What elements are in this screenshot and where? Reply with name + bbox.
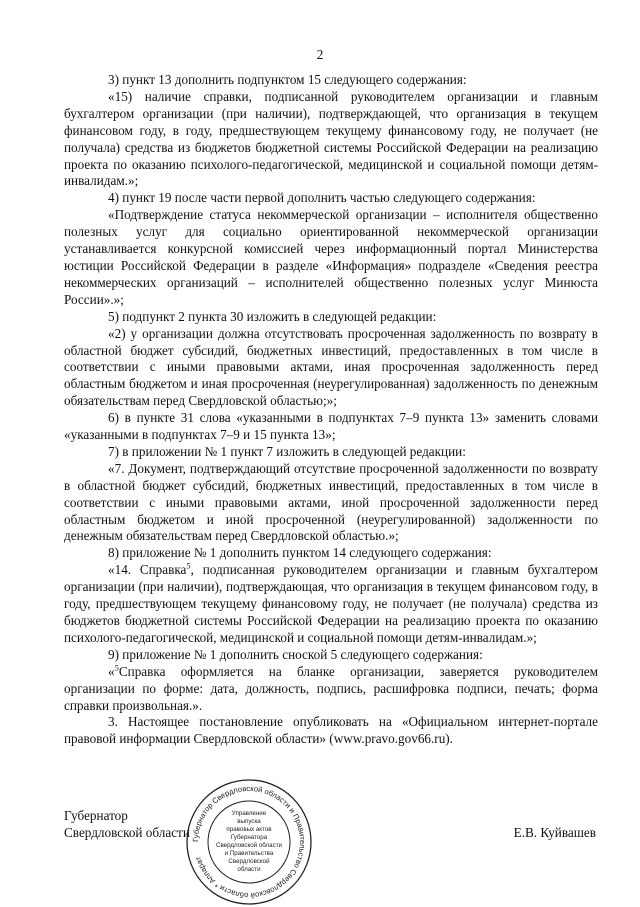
signatory-title-line2: Свердловской области — [64, 824, 190, 840]
item-6: 6) в пункте 31 слова «указанными в подпунктах 7–9 пункта 13» заменить словами «указанными в подпунктах 7–9 и 15 пункта 13»; — [64, 410, 598, 443]
item-5: 5) подпункт 2 пункта 30 изложить в следующей редакции: — [108, 308, 437, 324]
document-body — [64, 72, 598, 748]
item-9-quote-start: « — [108, 663, 115, 679]
item-9: 9) приложение № 1 дополнить сноской 5 следующего содержания: — [108, 646, 483, 662]
item-3-quote: «15) наличие справки, подписанной руководителем организации и главным бухгалтером организации (при наличии), подтверждающей, что организация в текущем финансовом году, в году, предшествующем текущему финансовому году, не получает (не получала) средства из бюджетов бюджетной системы Российской Федерации на реализацию проекта по оказанию психолого-педагогической, медицинской и социальной помощи детям-инвалидам.»; — [64, 88, 598, 189]
stamp-center-line: области — [237, 866, 261, 873]
item-7: 7) в приложении № 1 пункт 7 изложить в следующей редакции: — [108, 443, 466, 459]
item-5-quote: «2) у организации должна отсутствовать просроченная задолженность по возврату в областной бюджет субсидий, бюджетных инвестиций, предоставленных в том числе в соответствии с иными правовыми актами, иная просроченная задолженность перед областным бюджетом и иная просроченная (неурегулированная) задолженность по денежным обязательствам перед Свердловской областью;»; — [64, 325, 598, 409]
item-8-quote-start: «14. Справка — [108, 562, 187, 578]
stamp-center-line: Свердловской — [228, 858, 270, 865]
item-7-quote: «7. Документ, подтверждающий отсутствие просроченной задолженности по возврату в областной бюджет субсидий, бюджетных инвестиций, предоставленных в том числе в соответствии с иными правовыми актами, иной просроченной задолженности перед областным бюджетом и иной просроченной (неурегулированной) задолженности по денежным обязательствам перед Свердловской областью.»; — [64, 460, 598, 544]
stamp-center-line: Губернатора — [230, 834, 268, 841]
item-4-quote: «Подтверждение статуса некоммерческой организации – исполнителя общественно полезных услуг для социально ориентированной некоммерческой организации устанавливается конкурсной комиссией через информационный портал Министерства юстиции Российской Федерации в разделе «Информация» подразделе «Сведения реестра некоммерческих организаций – исполнителей общественно полезных услуг Минюста России».»; — [64, 207, 598, 307]
stamp-center — [216, 810, 283, 873]
page-number: 2 — [316, 47, 324, 62]
footnote-mark: 5 — [114, 662, 119, 673]
item-8-quote-rest: , подписанная руководителем организации и главным бухгалтером организации (при наличии), подтверждающая, что организация в текущем финансовом году, в году, предшествующем текущему финансовому году, не получает (не получала) средства из бюджетов бюджетной системы Российской Федерации на реализацию проекта по оказанию психолого-педагогической, медицинской и социальной помощи детям-инвалидам.»; — [64, 562, 598, 645]
publication-clause: 3. Настоящее постановление опубликовать на «Официальном интернет-портале правовой информации Свердловской области» (www.pravo.gov66.ru). — [64, 714, 598, 747]
stamp-center-line: Свердловской области — [215, 842, 283, 849]
item-4: 4) пункт 19 после части первой дополнить частью следующего содержания: — [108, 190, 536, 206]
stamp-center-line: Управление — [231, 810, 267, 817]
item-8: 8) приложение № 1 дополнить пунктом 14 следующего содержания: — [108, 545, 492, 561]
stamp-center-line: выпуска — [237, 818, 261, 825]
signatory-title — [64, 808, 190, 842]
item-9-quote-rest: Справка оформляется на бланке организации, заверяется руководителем организации по форме: дата, должность, подпись, расшифровка подписи, печать; форма справки произвольная.». — [64, 663, 598, 713]
item-3: 3) пункт 13 дополнить подпунктом 15 следующего содержания: — [108, 72, 467, 87]
stamp-ring-textpath: Губернатор Свердловской области и Правительство Свердловской области * Аппарат — [190, 783, 308, 901]
item-8-quote — [64, 562, 598, 647]
signatory-title-line1: Губернатор — [64, 808, 128, 823]
stamp-center-line: и Правительства — [224, 850, 274, 857]
stamp-center-line: правовых актов — [226, 826, 272, 833]
signatory-name: Е.В. Куйвашев — [513, 825, 596, 840]
official-stamp — [184, 777, 314, 907]
footnote-ref: 5 — [186, 560, 191, 571]
item-9-quote — [64, 664, 598, 715]
